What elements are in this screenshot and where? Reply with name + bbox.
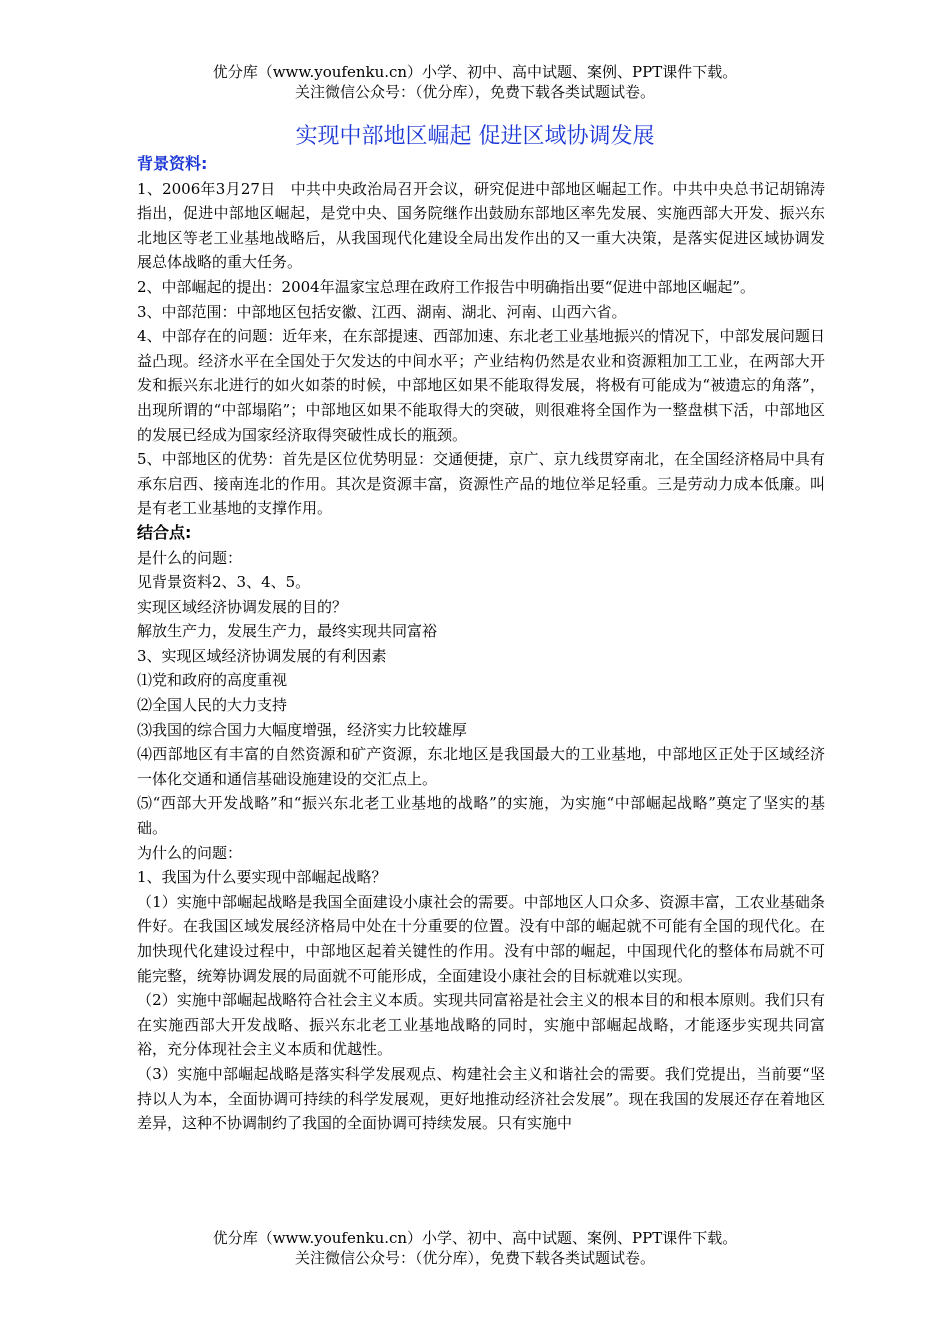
background-heading: 背景资料: xyxy=(137,154,208,173)
combine-paragraph: 实现区域经济协调发展的目的？ xyxy=(137,597,348,616)
combine-paragraph: （1）实施中部崛起战略是我国全面建设小康社会的需要。中部地区人口众多、资源丰富，工农业基础条件好。在我国区域发展经济格局中处在十分重要的位置。没有中部的崛起就不可能有全国的现代化。在加快现代化建设过程中，中部地区起着关键性的作用。没有中部的崛起，中国现代化的整体布局就不可能完整，统筹协调发展的局面就不可能形成，全面建设小康社会的目标就难以实现。 xyxy=(137,892,825,985)
combine-paragraph: ⑶我国的综合国力大幅度增强，经济实力比较雄厚 xyxy=(137,720,468,739)
combine-paragraph: 解放生产力，发展生产力，最终实现共同富裕 xyxy=(137,622,438,641)
document-title: 实现中部地区崛起 促进区域协调发展 xyxy=(295,124,655,149)
combine-heading: 结合点: xyxy=(137,522,192,542)
combine-paragraph: ⑷西部地区有丰富的自然资源和矿产资源，东北地区是我国最大的工业基地，中部地区正处于区域经济一体化交通和通信基础设施建设的交汇点上。 xyxy=(137,745,825,788)
combine-paragraph: 为什么的问题： xyxy=(137,843,243,862)
combine-paragraph: 见背景资料2、3、4、5。 xyxy=(137,573,311,592)
combine-paragraph: ⑸“西部大开发战略”和“振兴东北老工业基地的战略”的实施，为实施“中部崛起战略”奠定了坚实的基础。 xyxy=(137,794,825,838)
combine-paragraph: （3）实施中部崛起战略是落实科学发展观点、构建社会主义和谐社会的需要。我们党提出，当前要“坚持以人为本，全面协调可持续的科学发展观，更好地推动经济社会发展”。现在我国的发展还存在着地区差异，这种不协调制约了我国的全面协调可持续发展。只有实施中 xyxy=(137,1064,825,1133)
combine-paragraph: 是什么的问题： xyxy=(137,548,243,567)
combine-paragraph: 1、我国为什么要实现中部崛起战略？ xyxy=(137,868,387,887)
background-paragraph: 5、中部地区的优势：首先是区位优势明显：交通便捷，京广、京九线贯穿南北，在全国经济格局中具有承东启西、接南连北的作用。其次是资源丰富，资源性产品的地位举足轻重。三是劳动力成本低廉。叫是有老工业基地的支撑作用。 xyxy=(137,450,825,518)
background-paragraph: 1、2006年3月27日 中共中央政治局召开会议，研究促进中部地区崛起工作。中共中央总书记胡锦涛指出，促进中部地区崛起，是党中央、国务院继作出鼓励东部地区率先发展、实施西部大开发、振兴东北地区等老工业基地战略后，从我国现代化建设全局出发作出的又一重大决策，是落实促进区域协调发展总体战略的重大任务。 xyxy=(137,179,825,272)
background-paragraph: 2、中部崛起的提出：2004年温家宝总理在政府工作报告中明确指出要“促进中部地区崛起”。 xyxy=(137,277,756,296)
footer-line-1: 优分库（www.youfenku.cn）小学、初中、高中试题、案例、PPT课件下载。 xyxy=(212,1229,738,1247)
page-header xyxy=(0,62,950,102)
header-line-2: 关注微信公众号：（优分库），免费下载各类试题试卷。 xyxy=(294,83,655,101)
combine-paragraph: ⑴党和政府的高度重视 xyxy=(137,671,288,690)
combine-paragraph: ⑵全国人民的大力支持 xyxy=(137,696,288,715)
combine-paragraph: 3、实现区域经济协调发展的有利因素 xyxy=(137,646,387,665)
page-footer xyxy=(0,1228,950,1268)
background-paragraph: 3、中部范围：中部地区包括安徽、江西、湖南、湖北、河南、山西六省。 xyxy=(137,302,627,321)
combine-paragraph: （2）实施中部崛起战略符合社会主义本质。实现共同富裕是社会主义的根本目的和根本原则。我们只有在实施西部大开发战略、振兴东北老工业基地战略的同时，实施中部崛起战略，才能逐步实现共同富裕，充分体现社会主义本质和优越性。 xyxy=(137,991,825,1059)
document-body xyxy=(137,152,825,1136)
header-line-1: 优分库（www.youfenku.cn）小学、初中、高中试题、案例、PPT课件下载。 xyxy=(212,63,738,81)
footer-line-2: 关注微信公众号：（优分库），免费下载各类试题试卷。 xyxy=(294,1249,655,1267)
background-paragraph: 4、中部存在的问题：近年来，在东部提速、西部加速、东北老工业基地振兴的情况下，中部发展问题日益凸现。经济水平在全国处于欠发达的中间水平；产业结构仍然是农业和资源粗加工工业，在两部大开发和振兴东北进行的如火如荼的时候，中部地区如果不能取得发展，将极有可能成为“被遗忘的角落”，出现所谓的“中部塌陷”；中部地区如果不能取得大的突破，则很难将全国作为一整盘棋下活，中部地区的发展已经成为国家经济取得突破性成长的瓶颈。 xyxy=(137,327,825,444)
